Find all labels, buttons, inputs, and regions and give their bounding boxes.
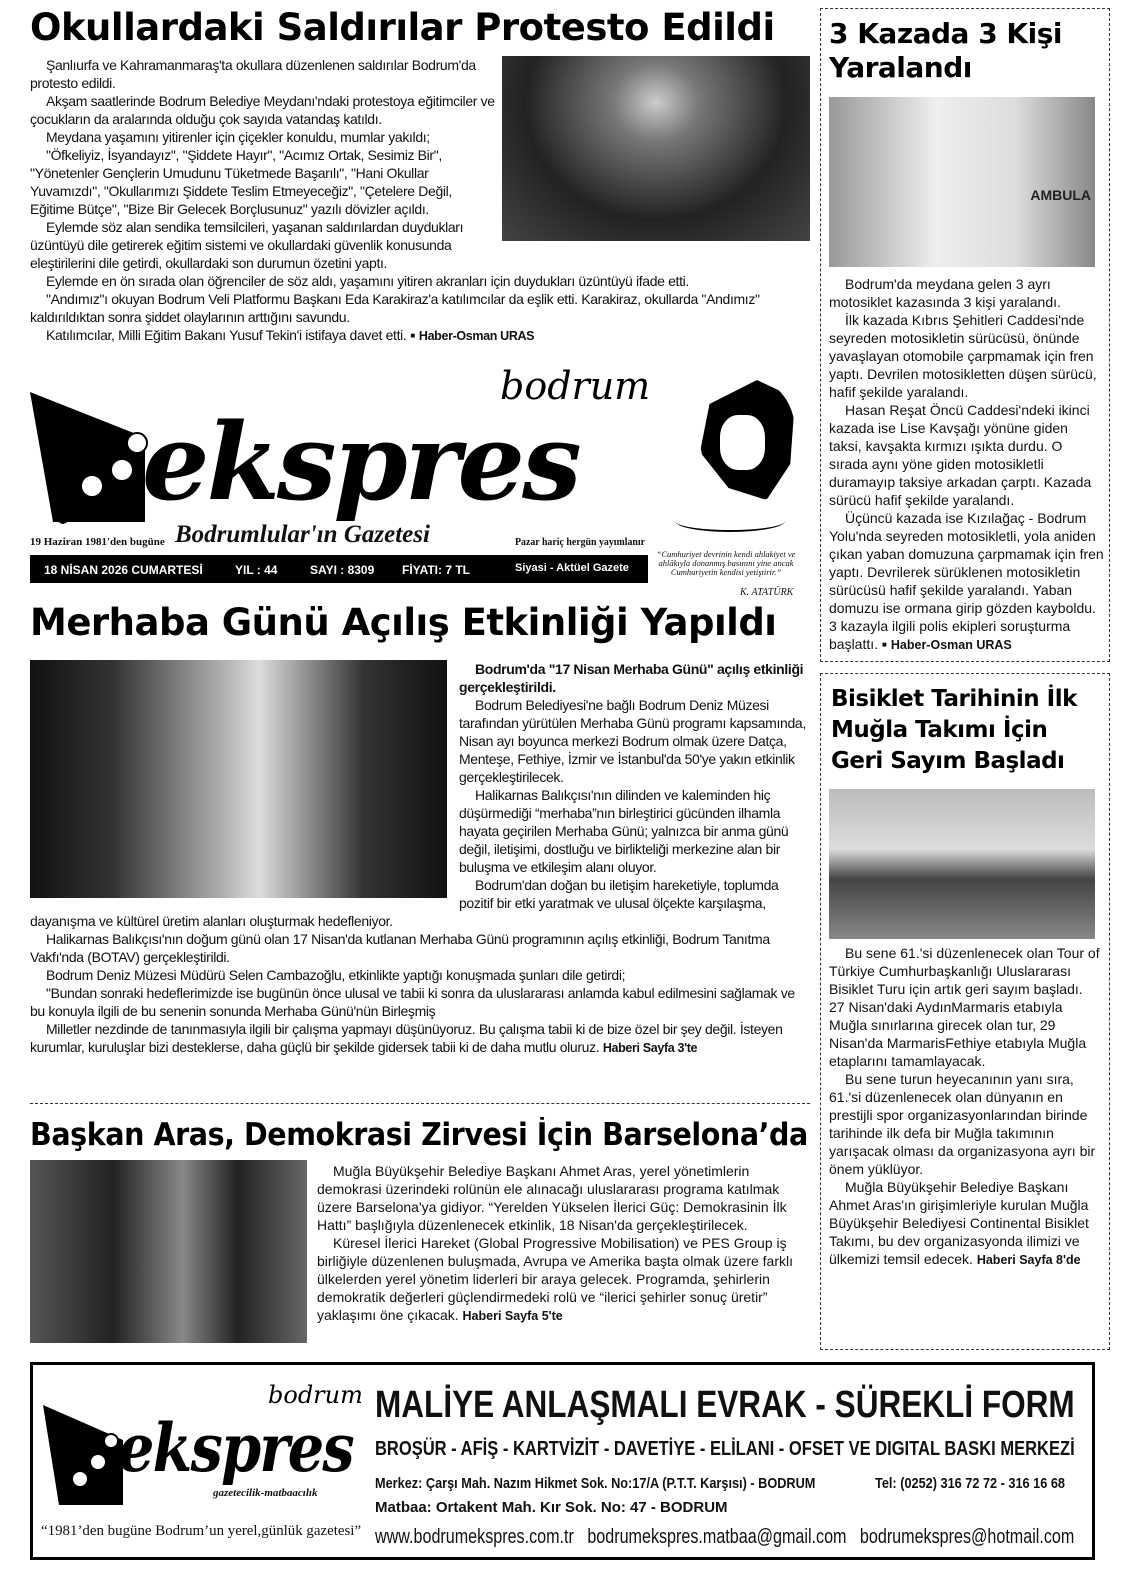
- paragraph: Muğla Büyükşehir Belediye Başkanı Ahmet Aras'ın girişimleriyle kurulan Muğla Büyükşehir Belediyesi Continental Bisiklet Takımı, bu dev organizasyonda ilimizi ve ülkemizi temsil edecek.: [829, 1179, 1089, 1267]
- ad-logo-bodrum: bodrum: [268, 1381, 363, 1409]
- paragraph: Halikarnas Balıkçısı'nın doğum günü olan 17 Nisan'da kutlanan Merhaba Günü programının açılış etkinliği, Bodrum Tanıtma Vakfı'nda (BOTAV) gerçekleştirildi.: [30, 931, 770, 965]
- paragraph: Hasan Reşat Öncü Caddesi'ndeki ikinci kazada ise Lise Kavşağı yönüne giden taksi, kavşakta kırmızı ışıkta durdu. O sırada aynı yöne giden motosikletli duramayıp taksiye arkadan çarptı. Kazada sürücü hafif şekilde yaralandı.: [829, 402, 1092, 508]
- article2-headline: Merhaba Günü Açılış Etkinliği Yapıldı: [30, 601, 777, 644]
- since-text: 19 Haziran 1981'den bugüne: [30, 536, 165, 548]
- article3-body: [317, 1162, 810, 1325]
- continued-link[interactable]: Haberi Sayfa 3'te: [602, 1041, 698, 1055]
- protest-photo: [502, 56, 810, 241]
- paragraph: Akşam saatlerinde Bodrum Belediye Meydanı'ndaki protestoya eğitimciler ve çocukların da aralarında olduğu çok sayıda vatandaş katıldı.: [30, 93, 495, 127]
- paragraph: Üçüncü kazada ise Kızılağaç - Bodrum Yolu'nda seyreden motosikletli, yola aniden çıkan yaban domuzuna çarpmamak için fren yaptı. Devrilerek sürüklenen motosikletin sürücüsü hafif şekilde yaralandı. Yaban domuzu ise ormana girip gözden kayboldu. 3 kazayla ilgili polis ekipleri soruşturma başlattı.: [829, 510, 1104, 652]
- email-link-hotmail[interactable]: bodrumekspres@hotmail.com: [859, 1526, 1075, 1548]
- quote-author: K. ATATÜRK: [740, 587, 794, 598]
- side2-body: [829, 944, 1104, 1269]
- paragraph: Meydana yaşamını yitirenler için çiçekler konuldu, mumlar yakıldı;: [46, 129, 430, 145]
- side-article-cycling: [820, 673, 1110, 1350]
- paragraph: Milletler nezdinde de tanınmasıyla ilgili bir çalışma yapmayı düşünüyoruz. Bu çalışma tabii ki de bize özel bir şey değil. İsteyen kurumlar, kuruluşlar bizi desteklerse, daha güçlü bir şekilde gidersek tabii ki de daha mutlu oluruz.: [30, 1021, 783, 1055]
- ad-contacts: [375, 1525, 1074, 1549]
- paragraph: Bu sene 61.'si düzenlenecek olan Tour of Türkiye Cumhurbaşkanlığı Uluslararası Bisiklet Turu için artık geri sayım başladı.: [829, 945, 1100, 997]
- ataturk-quote: “Cumhuriyet devrinin kendi ahlakiyet ve ahlâkıyla donanmış basınını yine ancak Cumhuriyetin kendisi yetiştirir.”: [656, 549, 796, 577]
- paragraph: 27 Nisan'daki AydınMarmaris etabıyla Muğla sınırlarına girecek olan tur, 29 Nisan'da MarmarisFethiye etabıyla Muğla etaplarını tamamlayacak.: [829, 999, 1087, 1069]
- issue-date: 18 NİSAN 2026 CUMARTESİ: [44, 563, 203, 577]
- website-link[interactable]: www.bodrumekspres.com.tr: [375, 1526, 574, 1548]
- ad-slogan: “1981’den bugüne Bodrum’un yerel,günlük gazetesi”: [41, 1523, 362, 1539]
- paragraph: "Öfkeliyiz, İsyandayız", "Şiddete Hayır", "Acımız Ortak, Sesimiz Bir", "Yönetenler Gençlerin Umudunu Tüketmede Başarılı", "Hani Okullar Yuvamızdı", "Okullarımızı Şiddete Teslim Etmeyeceğiz", "Çetelere Değil, Eğitime Bütçe", "Bize Bir Gelecek Borçlusunuz" yazılı dövizler açıldı.: [30, 147, 452, 217]
- paragraph: Bodrum Belediyesi'ne bağlı Bodrum Deniz Müzesi tarafından yürütülen Merhaba Günü programı kapsamında, Nisan ayı boyunca merkezi Bodrum olmak üzere Datça, Menteşe, Fethiye, İzmir ve İstanbul'da 50'ye yakın etkinlik gerçekleştirilecek.: [459, 697, 806, 785]
- ambulance-label: AMBULA: [1030, 187, 1091, 203]
- byline: ■ Haber-Osman URAS: [406, 329, 534, 343]
- article1-body: [30, 56, 810, 345]
- paragraph: Küresel İlerici Hareket (Global Progressive Mobilisation) ve PES Group iş birliğiyle düzenlenen buluşmada, Avrupa ve Amerika başta olmak üzere farklı ülkelerden yerel yönetim liderleri bir araya gelecek. Programda, şehirlerin demokratik değerleri güçlendirmedeki rolü ve “ilerici şehirler sonuç üretir” yaklaşımı öne çıkacak.: [317, 1235, 793, 1323]
- tagline: Bodrumlular'ın Gazetesi: [175, 521, 430, 548]
- ad-title: MALİYE ANLAŞMALI EVRAK - SÜREKLİ FORM: [375, 1384, 1075, 1426]
- divider: [30, 1103, 810, 1104]
- side1-headline: 3 Kazada 3 Kişi Yaralandı: [829, 17, 1062, 84]
- logo-ekspres: ekspres: [142, 399, 579, 524]
- article2-body: [30, 660, 810, 1057]
- issue-price: FİYATI: 7 TL: [402, 563, 471, 577]
- continued-link[interactable]: Haberi Sayfa 5'te: [462, 1309, 563, 1323]
- ad-address-center: Merkez: Çarşı Mah. Nazım Hikmet Sok. No:17/A (P.T.T. Karşısı) - BODRUM: [375, 1475, 816, 1492]
- ad-services: BROŞÜR - AFİŞ - KARTVİZİT - DAVETİYE - ELİLANI - OFSET VE DIGITAL BASKI MERKEZİ: [375, 1438, 1075, 1460]
- ataturk-portrait: [665, 380, 800, 545]
- side2-headline: Bisiklet Tarihinin İlk Muğla Takımı İçin Geri Sayım Başladı: [831, 686, 1077, 774]
- paragraph: Eylemde en ön sırada olan öğrenciler de söz aldı, yaşamını yitiren akranları için duydukları üzüntüyü ifade etti.: [46, 273, 689, 289]
- ad-logo-sub: gazetecilik-matbaacılık: [213, 1487, 318, 1499]
- paper-category: Siyasi - Aktüel Gazete: [515, 562, 629, 574]
- paragraph: Halikarnas Balıkçısı'nın dilinden ve kaleminden hiç düşürmediği “merhaba”nın birleştirici gücünden ilhamla hayata geçirilen Merhaba Günü; yalnızca bir anma günü değil, iletişimi, dostluğu ve birlikteliği merkezine alan bir buluşma ve etkileşim alanı oluyor.: [459, 787, 789, 875]
- email-link-matbaa[interactable]: bodrumekspres.matbaa@gmail.com: [587, 1526, 847, 1548]
- merhaba-event-photo: [30, 660, 447, 898]
- paragraph: Bodrum'dan doğan bu iletişim hareketiyle, toplumda pozitif bir etki yaratmak ve ulusal ölçekte karşılaşma, dayanışma ve kültürel üretim alanları oluşturmak hedefleniyor.: [30, 877, 779, 929]
- continued-link[interactable]: Haberi Sayfa 8'de: [976, 1253, 1081, 1267]
- paragraph: Bu sene turun heyecanının yanı sıra, 61.'si düzenlenecek olan dünyanın en prestijli spor organizasyonlarından birinde tarihinde ilk defa bir Muğla takımının yarışacak olması da organizasyona ayrı bir önem yüklüyor.: [829, 1071, 1096, 1177]
- ad-logo-ekspres: ekspres: [118, 1409, 353, 1487]
- paragraph: Bodrum'da meydana gelen 3 ayrı motosiklet kazasında 3 kişi yaralandı.: [829, 276, 1061, 310]
- ambulance-photo: [829, 97, 1095, 267]
- paragraph: Muğla Büyükşehir Belediye Başkanı Ahmet Aras, yerel yönetimlerin demokrasi üzerindeki rolünün ele alınacağı uluslararası programa katılmak üzere Barselona'ya gidiyor. “Yerelden Yükselen İlerici Güç: Demokrasinin İlk Hattı” başlığıyla düzenlenecek etkinlik, 18 Nisan'da gerçekleştirilecek.: [317, 1163, 787, 1233]
- aras-photo: [30, 1160, 307, 1343]
- byline: ■ Haber-Osman URAS: [878, 638, 1012, 652]
- logo-wedge: [30, 392, 145, 522]
- article1-headline: Okullardaki Saldırılar Protesto Edildi: [30, 6, 775, 49]
- paragraph: "Bundan sonraki hedeflerimizde ise bugünün önce ulusal ve tabii ki sonra da uluslararası anlamda kabul edilmesini sağlamak ve bu konuyla ilgili de bu senenin sonunda Merhaba Günü'nün Birleşmiş: [30, 985, 795, 1019]
- article3-headline: Başkan Aras, Demokrasi Zirvesi İçin Barselona’da: [30, 1117, 808, 1153]
- ad-phone: Tel: (0252) 316 72 72 - 316 16 68: [875, 1475, 1065, 1492]
- paragraph: Katılımcılar, Milli Eğitim Bakanı Yusuf Tekin'i istifaya davet etti.: [46, 327, 407, 343]
- logo-bodrum: bodrum: [500, 364, 651, 408]
- issue-year: YIL : 44: [235, 563, 278, 577]
- side1-body: [829, 275, 1104, 654]
- lead-paragraph: Bodrum'da "17 Nisan Merhaba Günü" açılış etkinliği gerçekleştirildi.: [459, 661, 804, 695]
- issue-number: SAYI : 8309: [310, 563, 375, 577]
- info-bar: [30, 555, 648, 583]
- publish-note: Pazar hariç hergün yayımlanır: [515, 536, 646, 548]
- paragraph: Eylemde söz alan sendika temsilcileri, yaşanan saldırılardan duydukları üzüntüyü dile getirerek eğitim sistemi ve okullardaki güvenlik konusunda eleştirilerini dile getirdi, okullardaki son durumun özetini yaptı.: [30, 219, 464, 271]
- paragraph: Bodrum Deniz Müzesi Müdürü Selen Cambazoğlu, etkinlikte yaptığı konuşmada şunları dile getirdi;: [46, 967, 626, 983]
- ad-address-print: Matbaa: Ortakent Mah. Kır Sok. No: 47 - BODRUM: [375, 1499, 728, 1516]
- side-article-accidents: [820, 8, 1110, 662]
- signature: [675, 510, 785, 532]
- cycling-team-photo: [829, 789, 1095, 939]
- paragraph: İlk kazada Kıbrıs Şehitleri Caddesi'nde seyreden motosikletin sürücüsü, önünde yavaşlayan otomobile çarpmamak için fren yaptı. Devrilen motosikletten düşen sürücü, hafif şekilde yaralandı.: [829, 312, 1097, 400]
- paragraph: Şanlıurfa ve Kahramanmaraş'ta okullara düzenlenen saldırılar Bodrum'da protesto edildi.: [30, 57, 476, 91]
- print-shop-ad: [30, 1362, 1095, 1560]
- paragraph: "Andımız"ı okuyan Bodrum Veli Platformu Başkanı Eda Karakiraz'a katılımcılar da eşlik etti. Karakiraz, okullarda "Andımız" kaldırıldıktan sonra şiddet olaylarının arttığını savundu.: [30, 291, 760, 325]
